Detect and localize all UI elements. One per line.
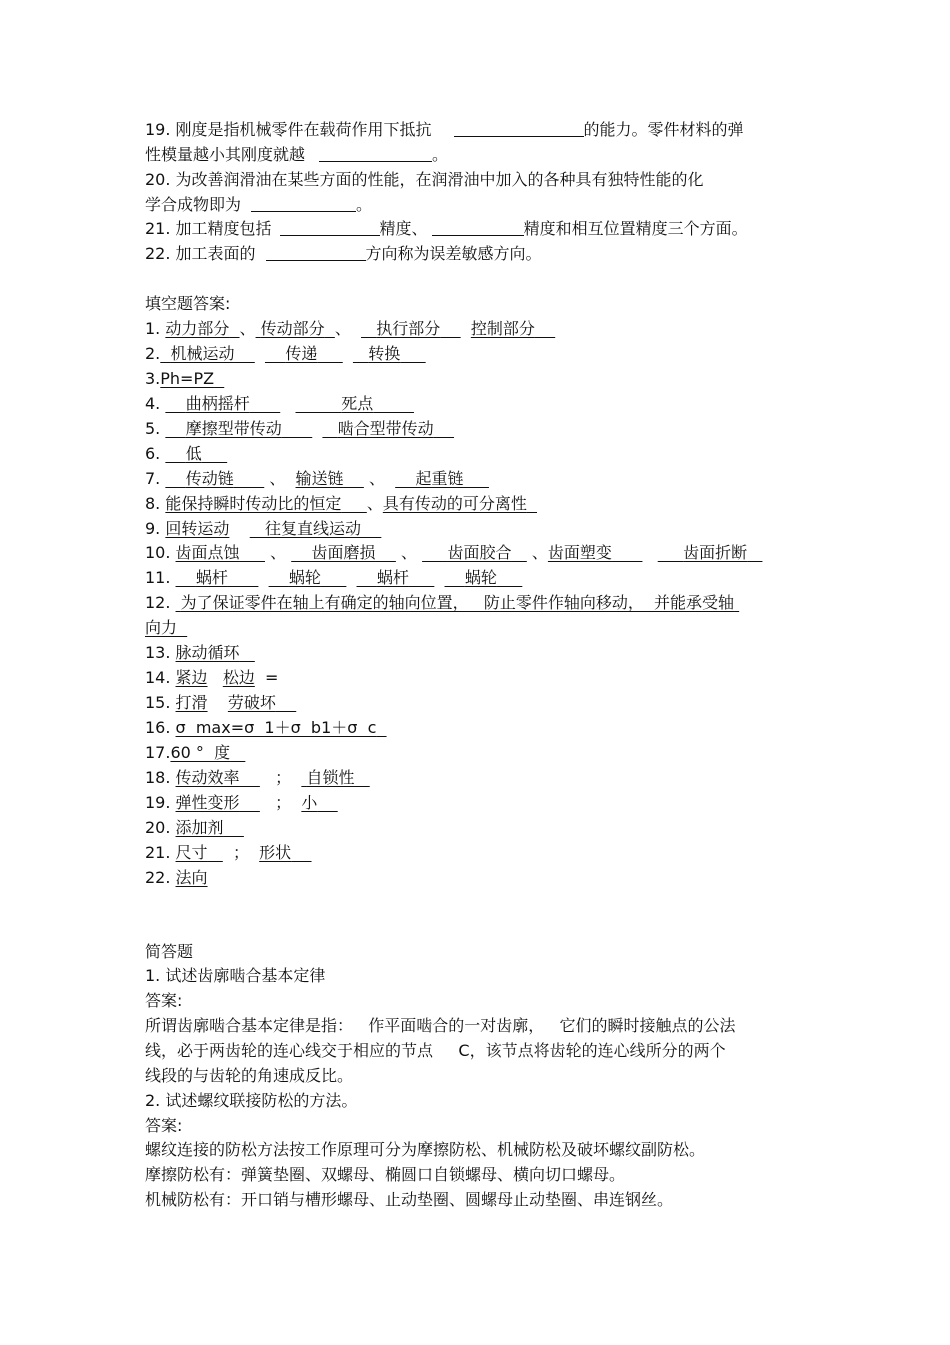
separator: 、 [368,469,385,488]
separator: 、 [270,543,287,562]
answer-part: 传递 [285,344,318,363]
question-20-text-2: 学合成物即为 [145,195,242,214]
answer-number: 16. [145,718,176,737]
question-19-text-2: 性模量越小其刚度就越 [145,145,306,164]
answer-blank [432,219,524,236]
answer-blank [251,195,356,212]
short-answer-2-line3: 机械防松有：开口销与槽形螺母、止动垫圈、圆螺母止动垫圈、串连钢丝。 [145,1190,674,1209]
answer-part: 往复直线运动 [264,519,361,538]
question-21-text-3: 精度和相互位置精度三个方面。 [523,219,748,238]
answer-number: 3. [145,369,161,388]
answer-blank [454,120,584,137]
answer-part: = [265,668,279,687]
answer-number: 19. [145,793,176,812]
answer-part: 能保持瞬时传动比的恒定 [165,494,342,513]
short-answer-heading: 简答题 [145,942,194,961]
answer-17 [145,743,245,763]
question-20-line2 [145,195,372,215]
separator: 、 [366,494,383,513]
short-answer-2-line2: 摩擦防松有：弹簧垫圈、双螺母、椭圆口自锁螺母、横向切口螺母。 [145,1165,626,1184]
answer-label: 答案: [145,1116,183,1135]
answer-part: 传动链 [185,469,234,488]
answer-21 [145,843,312,863]
separator: 、 [334,319,351,338]
answer-part: 传动部分 [260,319,325,338]
answer-part: 向力 [145,618,178,637]
answer-part: 齿面磨损 [311,543,376,562]
answer-part: 齿面点蚀 [175,543,240,562]
answer-part: 弹性变形 [175,793,240,812]
answer-part: 脉动循环 [175,643,240,662]
question-21-text: 21. 加工精度包括 [145,219,272,238]
answer-part: 摩擦型带传动 [185,419,282,438]
question-22-text-2: 方向称为误差敏感方向。 [365,244,542,263]
answer-part: 低 [185,444,202,463]
answer-number: 15. [145,693,176,712]
answer-20 [145,818,244,838]
answer-label: 答案: [145,991,183,1010]
question-19-text-tail: 的能力。零件材料的弹 [583,120,744,139]
answer-number: 10. [145,543,176,562]
question-22 [145,244,542,264]
answer-number: 13. [145,643,176,662]
answer-part: 尺寸 [175,843,208,862]
separator: 、 [239,319,256,338]
answer-4 [145,394,414,414]
answer-part: 打滑 [175,693,208,712]
short-answer-2-line1: 螺纹连接的防松方法按工作原理可分为摩擦防松、机械防松及破坏螺纹副防松。 [145,1140,706,1159]
answer-18 [145,768,370,788]
answer-part: Ph=PZ [160,369,215,388]
answer-part: 控制部分 [470,319,535,338]
answer-blank [266,244,366,261]
answer-3 [145,369,224,389]
answer-part: 具有传动的可分离性 [382,494,527,513]
answer-14 [145,668,278,688]
answer-number: 4. [145,394,166,413]
answer-part: 蜗杆 [195,568,228,587]
question-19-line2 [145,145,448,165]
answer-16 [145,718,387,738]
answer-9 [145,519,381,539]
answer-part: 齿面塑变 [547,543,612,562]
answer-part: 死点 [341,394,374,413]
answer-5 [145,419,454,439]
answer-part: 转换 [368,344,401,363]
answer-part: 齿面胶合 [447,543,512,562]
separator: ； [232,843,249,862]
answer-part: 机械运动 [170,344,235,363]
answer-2 [145,344,426,364]
answer-number: 8. [145,494,166,513]
question-20-text: 20. 为改善润滑油在某些方面的性能，在润滑油中加入的各种具有独特性能的化 [145,170,704,189]
answer-part: 输送链 [295,469,344,488]
question-21-text-2: 精度、 [379,219,428,238]
answer-1 [145,319,555,339]
punct: 。 [432,145,449,164]
answer-part: 60 ° 度 [170,743,231,762]
answer-part: 形状 [259,843,292,862]
answer-part: 添加剂 [175,818,224,837]
answer-15 [145,693,296,713]
question-22-text: 22. 加工表面的 [145,244,256,263]
answer-number: 21. [145,843,176,862]
answer-19 [145,793,338,813]
short-answer-1-line3: 线段的与齿轮的角速成反比。 [145,1066,354,1085]
answer-part: 齿面折断 [683,543,748,562]
answers-heading: 填空题答案: [145,294,231,313]
answer-part: 传动效率 [175,768,240,787]
answer-part: 执行部分 [376,319,441,338]
short-answer-1-line2: 线，必于两齿轮的连心线交于相应的节点 C，该节点将齿轮的连心线所分的两个 [145,1041,726,1060]
answer-number: 5. [145,419,166,438]
separator: 、 [531,543,548,562]
answer-part: 回转运动 [165,519,230,538]
answer-part: 蜗轮 [288,568,321,587]
answer-part: 法向 [175,868,208,887]
answer-number: 18. [145,768,176,787]
short-question-2: 2. 试述螺纹联接防松的方法。 [145,1091,358,1110]
answer-number: 20. [145,818,176,837]
answer-part: 曲柄摇杆 [185,394,250,413]
question-20-line1 [145,170,704,190]
answer-part: 为了保证零件在轴上有确定的轴向位置， 防止零件作轴向移动， 并能承受轴 [180,593,735,612]
answer-10 [145,543,762,563]
answer-part: 小 [301,793,318,812]
answer-part: 动力部分 [165,319,230,338]
answer-6 [145,444,227,464]
answer-13 [145,643,255,663]
punct: 。 [356,195,373,214]
answer-blank [319,145,432,162]
answer-number: 12. [145,593,176,612]
answer-12-line2 [145,618,187,638]
answer-22 [145,868,208,888]
answer-12-line1 [145,593,739,613]
answer-number: 2. [145,344,161,363]
question-19-text: 19. 刚度是指机械零件在载荷作用下抵抗 [145,120,432,139]
separator: ； [275,768,292,787]
short-answer-1-line1: 所谓齿廓啮合基本定律是指： 作平面啮合的一对齿廓， 它们的瞬时接触点的公法 [145,1016,736,1035]
question-21 [145,219,748,239]
separator: 、 [400,543,417,562]
answer-number: 9. [145,519,166,538]
answer-number: 7. [145,469,166,488]
answer-number: 1. [145,319,166,338]
answer-part: 蜗杆 [376,568,409,587]
answer-number: 6. [145,444,166,463]
separator: ； [275,793,292,812]
answer-part: σ max=σ 1＋σ b1＋σ c [175,718,377,737]
answer-number: 14. [145,668,176,687]
answer-11 [145,568,522,588]
answer-part: 松边 [222,668,255,687]
answer-blank [280,219,380,236]
answer-number: 22. [145,868,176,887]
answer-7 [145,469,489,489]
answer-part: 啮合型带传动 [337,419,434,438]
answer-number: 17. [145,743,171,762]
answer-part: 劳破坏 [227,693,276,712]
answer-8 [145,494,537,514]
answer-part: 蜗轮 [464,568,497,587]
question-19-line1 [145,120,744,140]
separator: 、 [269,469,286,488]
short-question-1: 1. 试述齿廓啮合基本定律 [145,966,326,985]
answer-number: 11. [145,568,176,587]
answer-part: 紧边 [175,668,208,687]
answer-part: 起重链 [415,469,464,488]
answer-part: 自锁性 [306,768,355,787]
